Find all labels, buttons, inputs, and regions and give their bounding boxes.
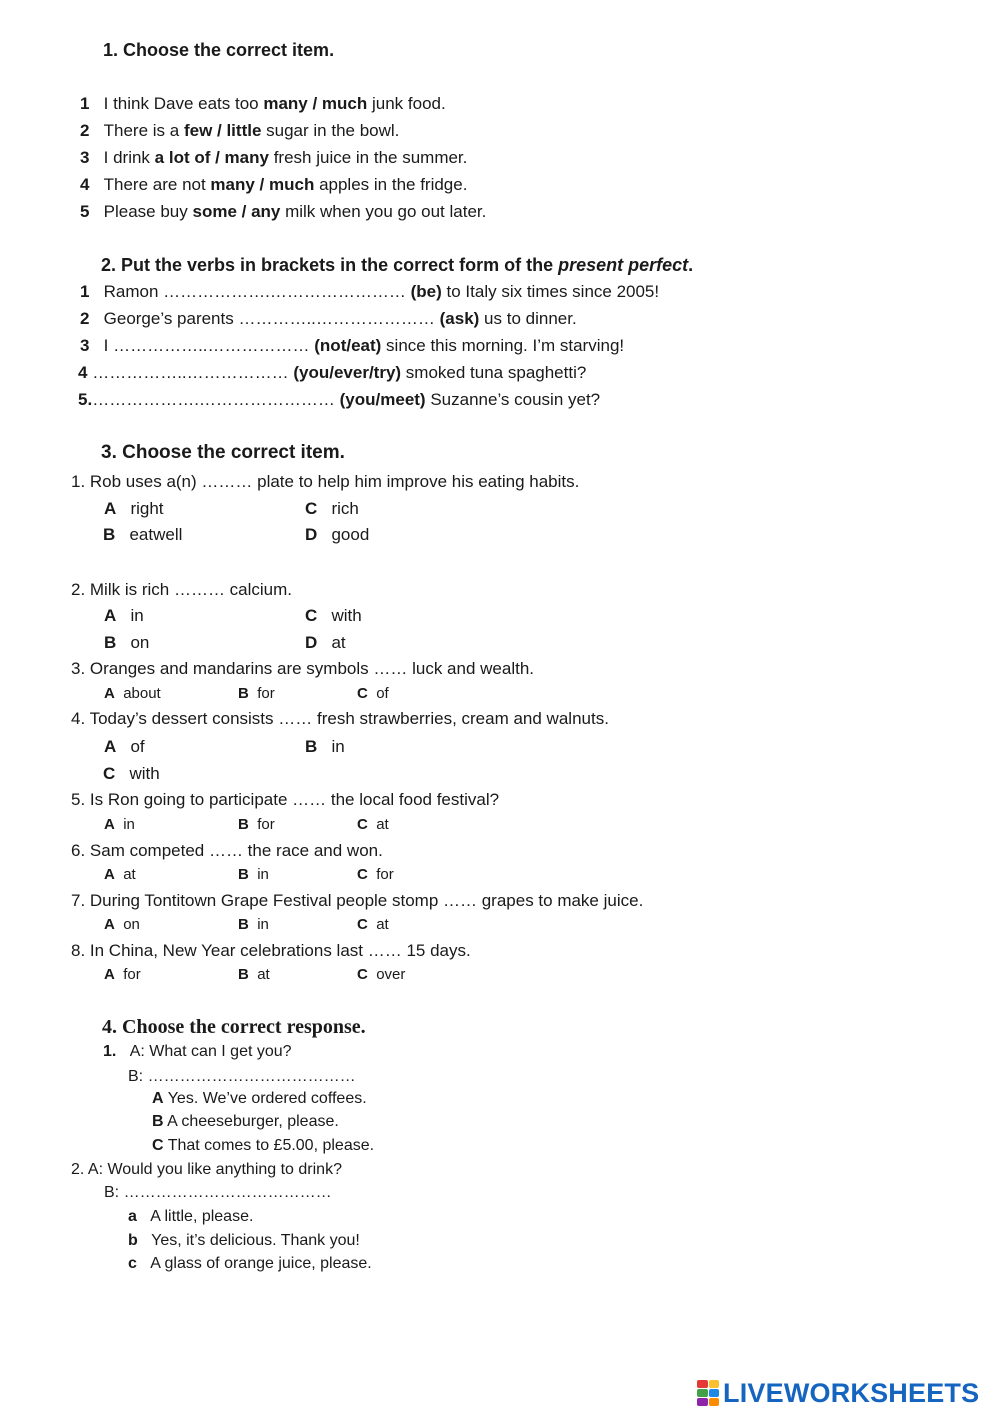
item-number: 5 xyxy=(80,202,90,221)
s1-item-2 xyxy=(80,122,399,139)
logo-block xyxy=(709,1380,720,1388)
s3-q3-option-b[interactable]: B for xyxy=(238,685,275,702)
item-text: Suzanne’s cousin yet? xyxy=(425,390,601,409)
item-number: 4 xyxy=(80,175,90,194)
item-number: 1 xyxy=(80,282,90,301)
s3-q1-option-b[interactable]: B eatwell xyxy=(103,525,183,544)
verb-hint: (ask) xyxy=(439,309,480,328)
s4-q1-answer-blank[interactable]: B: ………………………………… xyxy=(128,1068,356,1085)
s3-q5-text: 5. Is Ron going to participate …… the local food festival? xyxy=(71,790,500,809)
item-text: junk food. xyxy=(367,94,446,113)
s3-q8-option-b[interactable]: B at xyxy=(238,966,270,983)
item-number: 1 xyxy=(80,94,90,113)
s2-item-2 xyxy=(80,310,577,327)
s4-q1-option-c[interactable]: C That comes to £5.00, please. xyxy=(152,1137,375,1154)
s3-q1-option-d[interactable]: D good xyxy=(305,525,370,544)
s2-item-5 xyxy=(78,391,600,408)
item-text: to Italy six times since 2005! xyxy=(441,282,660,301)
s3-q4-option-b[interactable]: B in xyxy=(305,737,345,756)
answer-blank[interactable]: ……………….…………………… xyxy=(92,390,340,409)
item-options[interactable]: many / much xyxy=(210,175,315,194)
item-number: 5. xyxy=(78,390,93,409)
s1-item-1 xyxy=(80,95,446,112)
s1-item-4 xyxy=(80,176,467,193)
item-text: Please buy xyxy=(103,202,193,221)
s3-q3-option-c[interactable]: C of xyxy=(357,685,389,702)
s3-q7-option-c[interactable]: C at xyxy=(357,916,389,933)
s4-q1-option-b[interactable]: B A cheeseburger, please. xyxy=(152,1113,339,1130)
s3-q2-option-b[interactable]: B on xyxy=(104,633,150,652)
item-options[interactable]: few / little xyxy=(183,121,262,140)
verb-hint: (you/ever/try) xyxy=(293,363,402,382)
verb-hint: (not/eat) xyxy=(314,336,382,355)
s3-q6-option-a[interactable]: A at xyxy=(104,866,136,883)
s3-q4-option-a[interactable]: A of xyxy=(104,737,145,756)
s3-q7-text: 7. During Tontitown Grape Festival people stomp …… grapes to make juice. xyxy=(71,891,644,910)
s3-q4-text: 4. Today’s dessert consists …… fresh strawberries, cream and walnuts. xyxy=(71,709,609,728)
logo-block xyxy=(697,1380,708,1388)
section-4-title: 4. Choose the correct response. xyxy=(102,1016,366,1038)
s3-q5-option-b[interactable]: B for xyxy=(238,816,275,833)
answer-blank[interactable]: I ……………..……………… xyxy=(103,336,315,355)
item-text: since this morning. I’m starving! xyxy=(381,336,625,355)
section-1-title: 1. Choose the correct item. xyxy=(103,40,335,60)
verb-hint: (be) xyxy=(410,282,442,301)
s4-q2-option-b[interactable]: b Yes, it’s delicious. Thank you! xyxy=(128,1232,360,1249)
s3-q3-text: 3. Oranges and mandarins are symbols …… luck and wealth. xyxy=(71,659,535,678)
item-number: 2 xyxy=(80,121,90,140)
answer-blank[interactable]: ……………..……………… xyxy=(87,363,294,382)
s3-q6-option-b[interactable]: B in xyxy=(238,866,269,883)
item-options[interactable]: many / much xyxy=(263,94,368,113)
item-number: 3 xyxy=(80,336,90,355)
logo-block xyxy=(709,1389,720,1397)
s4-q2-answer-blank[interactable]: B: ………………………………… xyxy=(104,1184,332,1201)
logo-block xyxy=(697,1389,708,1397)
item-text: smoked tuna spaghetti? xyxy=(401,363,587,382)
logo-suffix: WORKSHEETS xyxy=(783,1377,980,1408)
verb-hint: (you/meet) xyxy=(339,390,426,409)
item-text: There are not xyxy=(103,175,211,194)
answer-blank[interactable]: Ramon ……………….…………………… xyxy=(103,282,411,301)
s3-q8-option-c[interactable]: C over xyxy=(357,966,406,983)
s4-q2-prompt: 2. A: Would you like anything to drink? xyxy=(71,1161,342,1178)
item-number: 2 xyxy=(80,309,90,328)
s1-item-3 xyxy=(80,149,467,166)
item-text: I think Dave eats too xyxy=(103,94,264,113)
item-options[interactable]: a lot of / many xyxy=(154,148,269,167)
section-2-title: 2. Put the verbs in brackets in the correct form of the present perfect. xyxy=(101,255,694,275)
s4-q1-prompt: 1. A: What can I get you? xyxy=(103,1043,292,1060)
s3-q6-text: 6. Sam competed …… the race and won. xyxy=(71,841,383,860)
s3-q3-option-a[interactable]: A about xyxy=(104,685,161,702)
item-number: 3 xyxy=(80,148,90,167)
s2-item-3 xyxy=(80,337,624,354)
s3-q5-option-a[interactable]: A in xyxy=(104,816,135,833)
s3-q2-option-d[interactable]: D at xyxy=(305,633,346,652)
tense-name: present perfect xyxy=(558,255,689,275)
item-text: I drink xyxy=(103,148,155,167)
item-text: There is a xyxy=(103,121,184,140)
item-text: us to dinner. xyxy=(479,309,577,328)
item-options[interactable]: some / any xyxy=(192,202,281,221)
item-text: apples in the fridge. xyxy=(314,175,468,194)
logo-text xyxy=(723,1378,979,1409)
s3-q7-option-b[interactable]: B in xyxy=(238,916,269,933)
section-3-title: 3. Choose the correct item. xyxy=(101,442,345,463)
s3-q2-option-a[interactable]: A in xyxy=(104,606,144,625)
logo-blocks-icon xyxy=(697,1380,719,1406)
s3-q4-option-c[interactable]: C with xyxy=(103,764,160,783)
answer-blank[interactable]: George’s parents …………..………………… xyxy=(103,309,440,328)
s4-q2-option-c[interactable]: c A glass of orange juice, please. xyxy=(128,1255,372,1272)
logo-prefix: LIVE xyxy=(723,1377,784,1408)
item-number: 4 xyxy=(78,363,88,382)
liveworksheets-logo[interactable] xyxy=(697,1378,979,1408)
s3-q8-option-a[interactable]: A for xyxy=(104,966,141,983)
s4-q2-option-a[interactable]: a A little, please. xyxy=(128,1208,254,1225)
s3-q2-text: 2. Milk is rich ……… calcium. xyxy=(71,580,293,599)
item-text: milk when you go out later. xyxy=(280,202,487,221)
logo-block xyxy=(697,1398,708,1406)
s3-q1-option-a[interactable]: A right xyxy=(104,499,164,518)
item-text: sugar in the bowl. xyxy=(261,121,400,140)
item-number: 1. xyxy=(103,1043,117,1060)
s2-item-4 xyxy=(78,364,586,381)
s3-q7-option-a[interactable]: A on xyxy=(104,916,140,933)
item-text: fresh juice in the summer. xyxy=(268,148,468,167)
s3-q2-option-c[interactable]: C with xyxy=(305,606,362,625)
s4-q1-option-a[interactable]: A Yes. We’ve ordered coffees. xyxy=(152,1090,367,1107)
s3-q1-option-c[interactable]: C rich xyxy=(305,499,359,518)
s1-item-5 xyxy=(80,203,486,220)
s2-item-1 xyxy=(80,283,659,300)
logo-block xyxy=(709,1398,720,1406)
s3-q8-text: 8. In China, New Year celebrations last …… 15 days. xyxy=(71,941,471,960)
s3-q6-option-c[interactable]: C for xyxy=(357,866,394,883)
s3-q5-option-c[interactable]: C at xyxy=(357,816,389,833)
s3-q1-text: 1. Rob uses a(n) ……… plate to help him improve his eating habits. xyxy=(71,472,580,491)
